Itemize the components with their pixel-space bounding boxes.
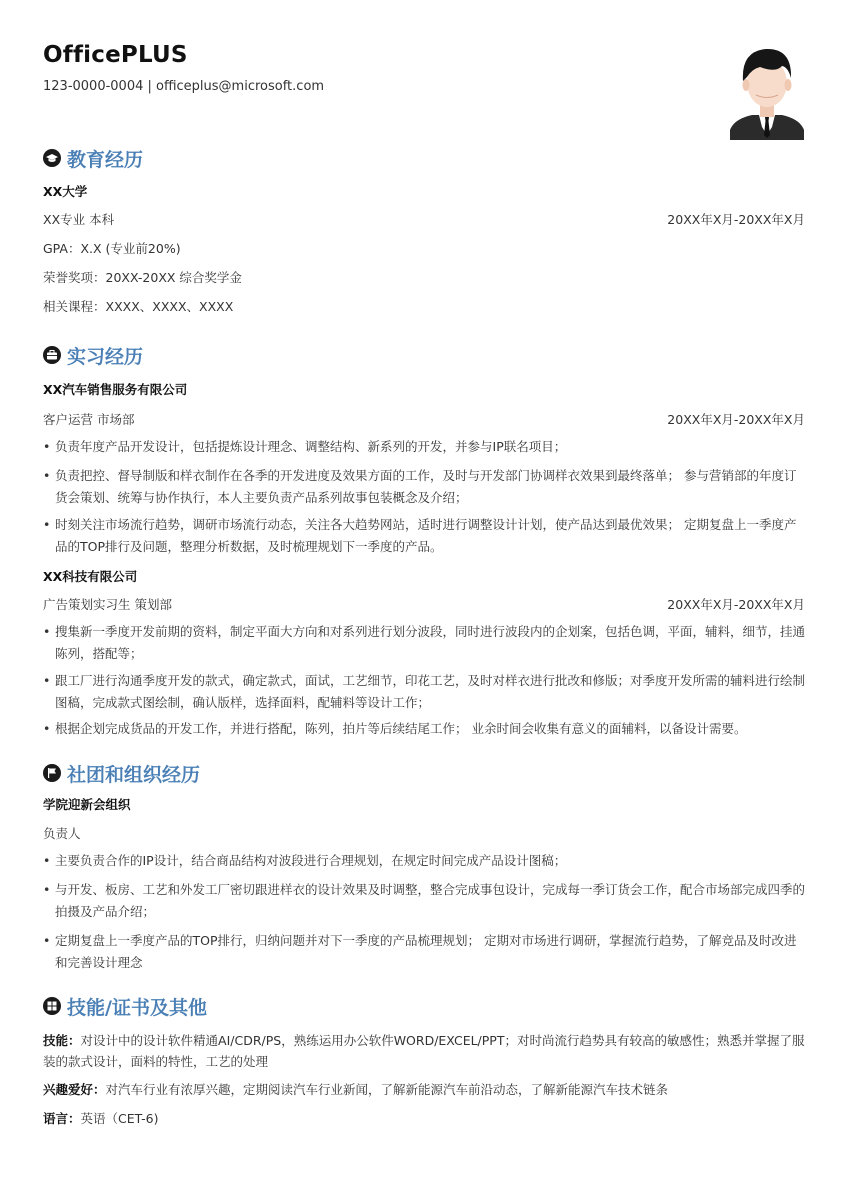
company-name: XX科技有限公司 xyxy=(43,569,138,584)
skills-text: 对设计中的设计软件精通AI/CDR/PS，熟练运用办公软件WORD/EXCEL/PPT；对时尚流行趋势具有较高的敏感性；熟悉并掌握了服装的款式设计，面料的特性，工艺的处理 xyxy=(43,1033,805,1069)
gpa: GPA：X.X (专业前20%) xyxy=(43,241,181,256)
section-label: 社团和组织经历 xyxy=(67,763,201,786)
club-role: 负责人 xyxy=(43,826,81,841)
job-role: 客户运营 市场部 xyxy=(43,412,135,427)
resume-name: OfficePLUS xyxy=(43,42,188,68)
job-role-row xyxy=(43,410,805,428)
club-section-title xyxy=(43,760,200,786)
education-major-row xyxy=(43,210,805,228)
briefcase-icon xyxy=(43,346,61,364)
list-item: • 主要负责合作的IP设计，结合商品结构对波段进行合理规划，在规定时间完成产品设计图稿； xyxy=(43,850,805,872)
language-paragraph xyxy=(43,1108,805,1129)
job-date: 20XX年X月-20XX年X月 xyxy=(667,597,805,612)
hobby-label: 兴趣爱好： xyxy=(43,1082,106,1097)
section-label: 教育经历 xyxy=(67,148,144,171)
section-label: 技能/证书及其他 xyxy=(67,996,207,1019)
company-name: XX汽车销售服务有限公司 xyxy=(43,382,188,397)
list-item: • 时刻关注市场流行趋势，调研市场流行动态，关注各大趋势网站，适时进行调整设计计划，使产品达到最优效果； 定期复盘上一季度产品的TOP排行及问题，整理分析数据，及时梳理规划下一季度的产品。 xyxy=(43,514,805,558)
list-item: • 搜集新一季度开发前期的资料，制定平面大方向和对系列进行划分波段，同时进行波段内的企划案，包括色调，平面，辅料，细节，挂通陈列，搭配等； xyxy=(43,621,805,665)
avatar xyxy=(730,45,804,140)
courses: 相关课程：XXXX、XXXX、XXXX xyxy=(43,299,234,314)
job-role-row xyxy=(43,595,805,613)
contact-info: 123-0000-0004 | officeplus@microsoft.com xyxy=(43,79,325,94)
flag-icon xyxy=(43,764,61,782)
hobby-text: 对汽车行业有浓厚兴趣，定期阅读汽车行业新闻，了解新能源汽车前沿动态，了解新能源汽车技术链条 xyxy=(105,1082,669,1097)
list-item: • 定期复盘上一季度产品的TOP排行，归纳问题并对下一季度的产品梳理规划； 定期对市场进行调研，掌握流行趋势，了解竞品及时改进和完善设计理念 xyxy=(43,930,805,974)
major: XX专业 本科 xyxy=(43,212,115,227)
graduation-cap-icon xyxy=(43,149,61,167)
hobby-paragraph xyxy=(43,1079,805,1100)
skills-paragraph xyxy=(43,1030,805,1072)
list-item: • 负责把控、督导制版和样衣制作在各季的开发进度及效果方面的工作，及时与开发部门协调样衣效果到最终落单； 参与营销部的年度订货会策划、统筹与协作执行，本人主要负责产品系列故事包装概念及介绍； xyxy=(43,465,805,509)
list-item: • 根据企划完成货品的开发工作，并进行搭配，陈列，拍片等后续结尾工作； 业余时间会收集有意义的面辅料，以备设计需要。 xyxy=(43,718,805,740)
organization-name: 学院迎新会组织 xyxy=(43,797,131,812)
job-role: 广告策划实习生 策划部 xyxy=(43,597,172,612)
skills-section-title xyxy=(43,993,207,1019)
job-date: 20XX年X月-20XX年X月 xyxy=(667,412,805,427)
list-item: • 负责年度产品开发设计，包括提炼设计理念、调整结构、新系列的开发，并参与IP联名项目； xyxy=(43,436,805,458)
internship-section-title xyxy=(43,342,143,368)
education-date: 20XX年X月-20XX年X月 xyxy=(667,212,805,227)
section-label: 实习经历 xyxy=(67,345,144,368)
school-name: XX大学 xyxy=(43,184,88,199)
language-text: 英语（CET-6) xyxy=(80,1111,159,1126)
education-section-title xyxy=(43,145,143,171)
list-item: • 跟工厂进行沟通季度开发的款式，确定款式，面试，工艺细节，印花工艺，及时对样衣进行批改和修版；对季度开发所需的辅料进行绘制图稿，完成款式图绘制，确认版样，选择面料，配辅料等设计工作； xyxy=(43,670,805,714)
skills-label: 技能： xyxy=(43,1033,81,1048)
list-item: • 与开发、板房、工艺和外发工厂密切跟进样衣的设计效果及时调整，整合完成事包设计，完成每一季订货会工作，配合市场部完成四季的拍摄及产品介绍； xyxy=(43,879,805,923)
grid-icon xyxy=(43,997,61,1015)
language-label: 语言： xyxy=(43,1111,81,1126)
honors: 荣誉奖项：20XX-20XX 综合奖学金 xyxy=(43,270,242,285)
